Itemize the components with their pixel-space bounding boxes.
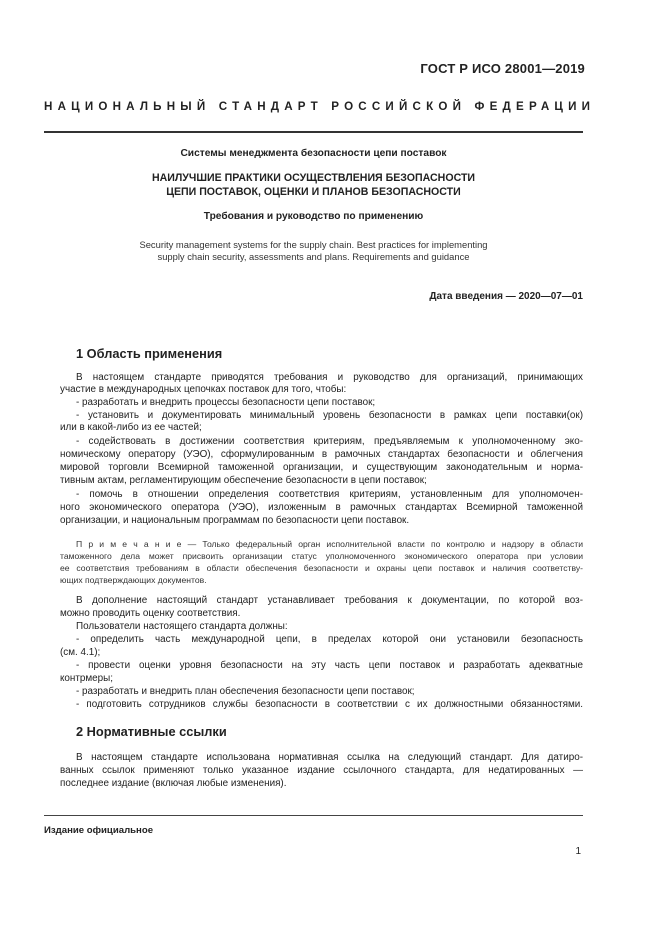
paragraph-line: контрмеры; — [60, 673, 114, 684]
english-title-line-2: supply chain security, assessments and plans. Requirements and guidance — [157, 251, 470, 262]
paragraph-line: участие в международных цепочках поставок для того, чтобы: — [60, 384, 347, 395]
paragraph-line: можно проводить оценку соответствия. — [60, 608, 241, 619]
footer-rule — [44, 815, 583, 816]
paragraph-line: номическому оператору (УЭО), сформулированным в рамочных стандартах безопасности и облегчения — [60, 449, 583, 460]
national-standard-banner: НАЦИОНАЛЬНЫЙ СТАНДАРТ РОССИЙСКОЙ ФЕДЕРАЦИИ — [44, 100, 596, 113]
paragraph-line: последнее издание (включая любые изменения). — [60, 778, 287, 789]
paragraph-line: В настоящем стандарте использована нормативная ссылка на следующий стандарт. Для датиро- — [76, 752, 583, 763]
document-title-line-2: ЦЕПИ ПОСТАВОК, ОЦЕНКИ И ПЛАНОВ БЕЗОПАСНОСТИ — [166, 186, 461, 198]
paragraph-line: или в какой-либо из ее частей; — [60, 422, 202, 433]
note-line: ющих подтверждающих документов. — [60, 575, 207, 585]
list-item: - разработать и внедрить план обеспечения безопасности цепи поставок; — [76, 686, 415, 697]
paragraph-line: (см. 4.1); — [60, 647, 101, 658]
paragraph-line: В настоящем стандарте приводятся требования и руководство для организаций, принимающих — [76, 372, 583, 383]
paragraph-line: В дополнение настоящий стандарт устанавливает требования к документации, по которой воз- — [76, 595, 583, 606]
document-title-line-1: НАИЛУЧШИЕ ПРАКТИКИ ОСУЩЕСТВЛЕНИЯ БЕЗОПАСНОСТИ — [151, 172, 476, 184]
list-item: - определить часть международной цепи, в пределах которой они установили безопасность — [76, 634, 583, 645]
list-item: - установить и документировать минимальный уровень безопасности в рамках цепи поставки(ок) — [76, 410, 583, 421]
list-item: - содействовать в достижении соответствия критериям, предъявляемым к уполномоченному эко- — [76, 436, 583, 447]
introduction-date: Дата введения — 2020—07—01 — [429, 291, 583, 302]
paragraph-line: мировой торговли Всемирной таможенной организации, и существующим законодательным и норма- — [60, 462, 583, 473]
list-item: - разработать и внедрить процессы безопасности цепи поставок; — [76, 397, 376, 408]
official-edition-label: Издание официальное — [44, 825, 154, 836]
section-1-heading: 1 Область применения — [76, 346, 223, 361]
document-subject: Системы менеджмента безопасности цепи поставок — [180, 148, 447, 159]
standard-code: ГОСТ Р ИСО 28001—2019 — [420, 61, 585, 76]
page-number: 1 — [575, 846, 581, 857]
paragraph-line: ванных ссылок применяют только указанное издание ссылочного стандарта, для недатированных — — [60, 765, 583, 776]
document-subtitle: Требования и руководство по применению — [203, 211, 424, 222]
list-item: - помочь в отношении определения соответствия критериям, установленным для уполномочен- — [76, 489, 583, 500]
note-line: ее соответствия требованиям в области обеспечения безопасности и охраны цепи поставок и наличия соответству- — [60, 563, 583, 573]
paragraph-line: организации, и национальным программам по безопасности цепи поставок. — [60, 515, 410, 526]
paragraph-line: тивным актам, регламентирующим обеспечение безопасности в цепи поставок; — [60, 475, 427, 486]
note-line: таможенного дела может присвоить организации статус уполномоченного экономического оператора при условии — [60, 551, 583, 561]
note-line: П р и м е ч а н и е — Только федеральный орган исполнительной власти по контролю и надзору в области — [76, 539, 583, 549]
section-2-heading: 2 Нормативные ссылки — [76, 724, 227, 739]
header-rule — [44, 131, 583, 133]
english-title-line-1: Security management systems for the supply chain. Best practices for implementing — [139, 239, 488, 250]
list-item: - провести оценки уровня безопасности на эту часть цепи поставок и разработать адекватные — [76, 660, 583, 671]
list-item: - подготовить сотрудников службы безопасности в соответствии с их должностными обязанностями. — [76, 699, 583, 710]
paragraph-line: ного экономического оператора (УЭО), изложенным в рамочных стандартах Всемирной таможенной — [60, 502, 583, 513]
paragraph-line: Пользователи настоящего стандарта должны: — [76, 621, 288, 632]
